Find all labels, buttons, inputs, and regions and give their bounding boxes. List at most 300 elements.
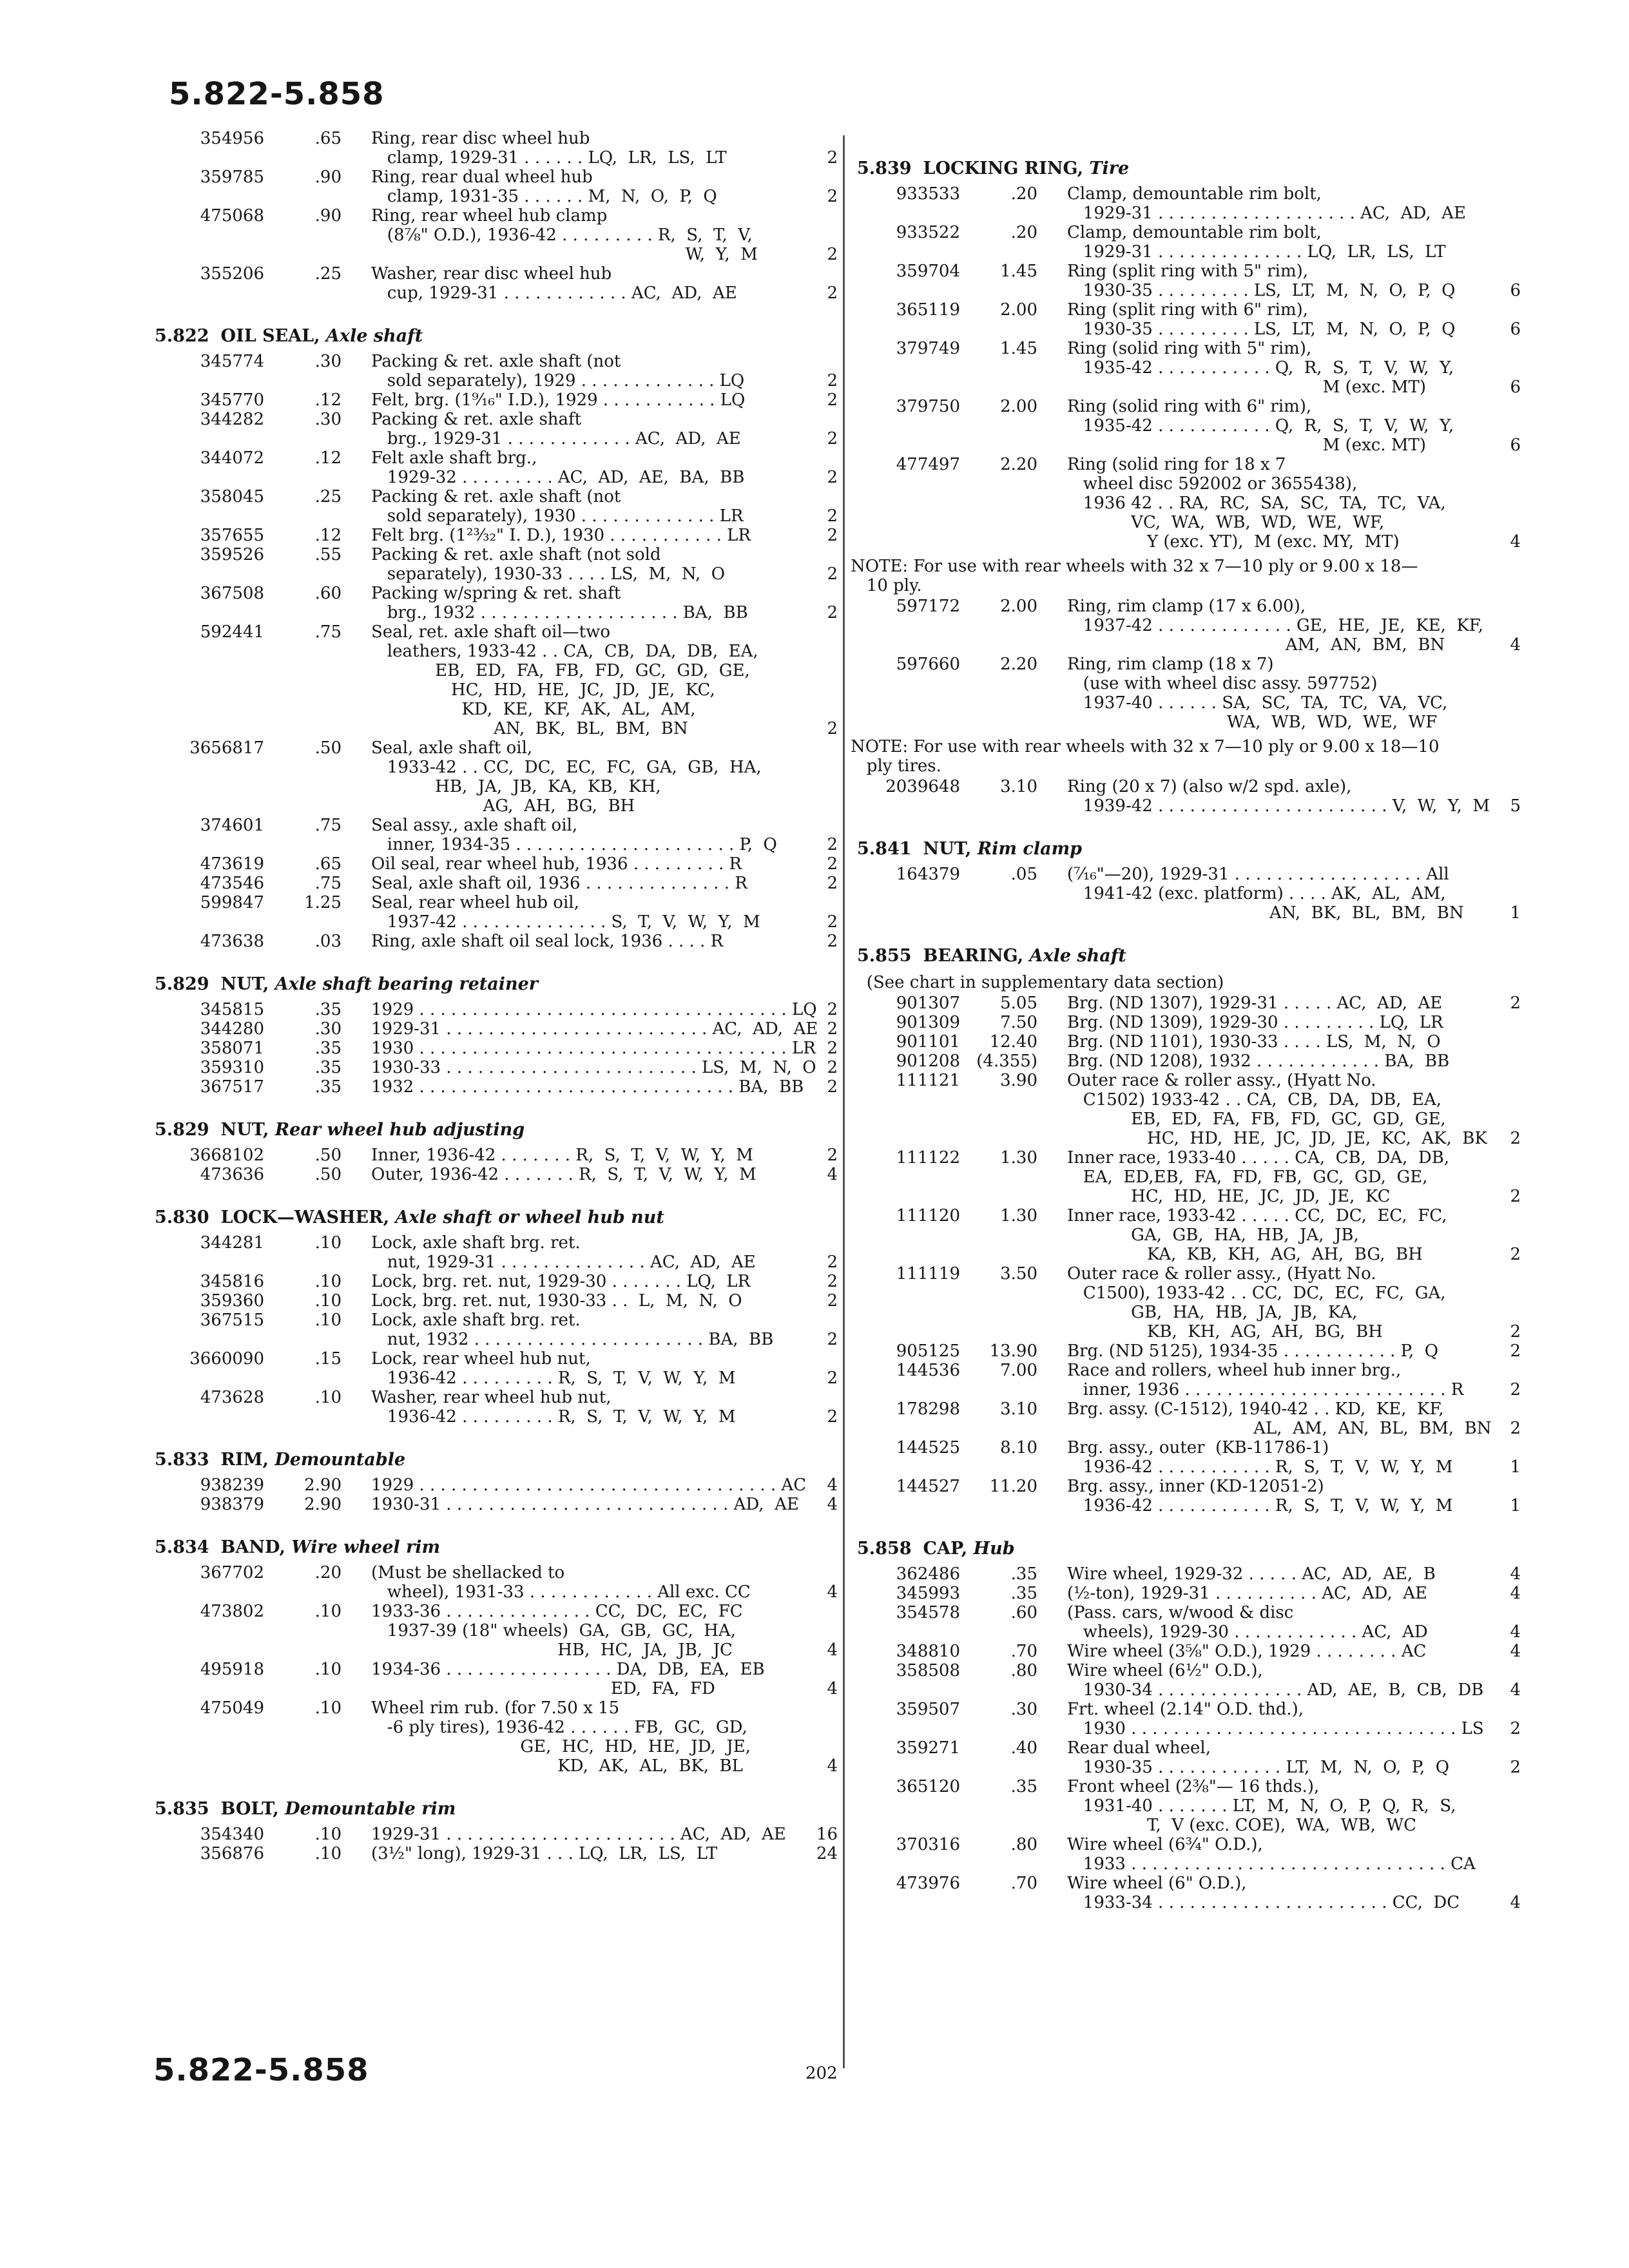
price: 2.20 [1000, 455, 1037, 474]
price: .10 [314, 1291, 342, 1311]
description: Outer race & roller assy., (Hyatt No. C1502) 1933-42 . . CA, CB, DA, DB, EA, EB, ED, FA, FB, FD, GC, GD, GE, HC, HD, HE, JC, JD, JE, KC, AK, BK [1067, 1071, 1487, 1148]
part-entry [851, 655, 1521, 732]
price: .75 [314, 816, 342, 835]
part-number: 901307 [896, 994, 960, 1013]
price: 1.30 [1000, 1206, 1037, 1225]
price: .10 [314, 1311, 342, 1330]
part-number: 473546 [200, 874, 264, 893]
quantity: 2 [827, 854, 838, 874]
part-number: 357655 [200, 526, 264, 545]
description: Washer, rear disc wheel hub cup, 1929-31 . . . . . . . . . . . . AC, AD, AE [371, 264, 737, 303]
quantity: 5 [1510, 796, 1521, 816]
price: .80 [1010, 1835, 1037, 1854]
part-entry [851, 865, 1521, 923]
part-number: 379749 [896, 339, 960, 358]
quantity: 2 [827, 1253, 838, 1272]
part-number: 597172 [896, 597, 960, 616]
section-subtitle: Demountable [275, 1450, 406, 1470]
quantity: 2 [827, 1291, 838, 1311]
part-entry [155, 1233, 838, 1272]
section-subtitle: Axle shaft bearing retainer [275, 974, 539, 994]
part-number: 111122 [896, 1148, 960, 1168]
part-number: 345816 [200, 1272, 264, 1291]
description: Wire wheel (6" O.D.), 1933-34 . . . . . . . . . . . . . . . . . . . . . . CC, DC [1067, 1874, 1460, 1912]
section-heading [857, 157, 1521, 180]
price: (4.355) [976, 1052, 1037, 1071]
description: (⁷⁄₁₆"—20), 1929-31 . . . . . . . . . . . . . . . . . . All 1941-42 (exc. platform) . . . . AK, AL, AM, AN, BK, BL, BM, BN [1067, 865, 1464, 923]
column-divider [843, 135, 845, 2068]
part-number: 901309 [896, 1013, 960, 1032]
part-entry [155, 1602, 838, 1660]
part-number: 367517 [200, 1077, 264, 1097]
part-number: 355206 [200, 264, 264, 284]
section-subtitle: Axle shaft or wheel hub nut [395, 1207, 664, 1227]
description: 1930-31 . . . . . . . . . . . . . . . . . . . . . . . . . . . AD, AE [371, 1495, 799, 1514]
part-number: 144527 [896, 1477, 960, 1496]
section-title: LOCKING RING, [923, 159, 1084, 178]
section-code: 5.855 [857, 946, 912, 966]
part-entry [851, 777, 1521, 816]
section-heading [857, 1537, 1521, 1561]
price: .30 [314, 410, 342, 429]
part-entry [155, 1825, 838, 1844]
price: .10 [314, 1602, 342, 1621]
part-number: 938239 [200, 1475, 264, 1495]
description: Ring, rim clamp (17 x 6.00), 1937-42 . . . . . . . . . . . . . GE, HE, JE, KE, KF, AM, AN, BM, BN [1067, 597, 1484, 655]
price: 2.20 [1000, 655, 1037, 674]
quantity: 2 [1510, 1758, 1521, 1777]
part-entry [851, 339, 1521, 397]
section-code: 5.835 [155, 1799, 209, 1819]
right-column [851, 135, 1521, 1912]
part-number: 359704 [896, 262, 960, 281]
price: 13.90 [989, 1341, 1037, 1361]
part-number: 3656817 [189, 738, 264, 758]
description: Wire wheel, 1929-32 . . . . . AC, AD, AE, B [1067, 1564, 1436, 1584]
section-title: RIM, [220, 1450, 269, 1470]
price: 2.90 [304, 1495, 342, 1514]
description: (Pass. cars, w/wood & disc wheels), 1929-30 . . . . . . . . . . . . AC, AD [1067, 1603, 1428, 1642]
quantity: 2 [1510, 1419, 1521, 1438]
part-entry [155, 1165, 838, 1184]
part-number: 111120 [896, 1206, 960, 1225]
part-number: 933533 [896, 184, 960, 204]
part-number: 477497 [896, 455, 960, 474]
description: Lock, axle shaft brg. ret. nut, 1932 . . . . . . . . . . . . . . . . . . . . . . BA, BB [371, 1311, 774, 1349]
description: Brg. assy., inner (KD-12051-2) 1936-42 . . . . . . . . . . . R, S, T, V, W, Y, M [1067, 1477, 1453, 1515]
part-entry [155, 816, 838, 854]
section-code: 5.841 [857, 839, 912, 859]
description: Brg. (ND 5125), 1934-35 . . . . . . . . . . . P, Q [1067, 1341, 1439, 1361]
price: 7.00 [1000, 1361, 1037, 1380]
description: Washer, rear wheel hub nut, 1936-42 . . . . . . . . . R, S, T, V, W, Y, M [371, 1388, 736, 1427]
section-subtitle: Axle shaft [325, 326, 423, 346]
price: .10 [314, 1388, 342, 1407]
part-entry [851, 184, 1521, 223]
quantity: 4 [1510, 1893, 1521, 1912]
description: Felt axle shaft brg., 1929-32 . . . . . . . . . AC, AD, AE, BA, BB [371, 448, 745, 487]
price: .03 [314, 932, 342, 951]
price: .10 [314, 1698, 342, 1718]
part-entry [155, 1388, 838, 1427]
description: Brg. (ND 1101), 1930-33 . . . . LS, M, N, O [1067, 1032, 1441, 1052]
part-entry [155, 129, 838, 168]
part-entry [155, 1272, 838, 1291]
description: Felt, brg. (1⁹⁄₁₆" I.D.), 1929 . . . . . . . . . . . LQ [371, 390, 746, 410]
part-number: 348810 [896, 1642, 960, 1661]
price: 2.90 [304, 1475, 342, 1495]
description: Outer race & roller assy., (Hyatt No. C1500), 1933-42 . . CC, DC, EC, FC, GA, GB, HA, HB, JA, JB, KA, KB, KH, AG, AH, BG, BH [1067, 1264, 1446, 1341]
part-number: 367702 [200, 1563, 264, 1582]
quantity: 2 [827, 932, 838, 951]
part-number: 905125 [896, 1341, 960, 1361]
description: Felt brg. (1²³⁄₃₂" I. D.), 1930 . . . . . . . . . . . LR [371, 526, 751, 545]
page-header-bottom: 5.822-5.858 [153, 2052, 369, 2088]
quantity: 4 [827, 1640, 838, 1660]
price: .10 [314, 1844, 342, 1863]
page-header-top: 5.822-5.858 [169, 76, 385, 112]
part-number: 473636 [200, 1165, 264, 1184]
part-entry [155, 390, 838, 410]
part-number: 345770 [200, 390, 264, 410]
section-code: 5.829 [155, 974, 209, 994]
part-number: 374601 [200, 816, 264, 835]
part-entry [155, 1349, 838, 1388]
part-number: 111119 [896, 1264, 960, 1283]
section-heading [857, 838, 1521, 861]
price: .10 [314, 1660, 342, 1679]
part-entry [155, 932, 838, 951]
part-entry [851, 1477, 1521, 1515]
description: Brg. (ND 1309), 1929-30 . . . . . . . . . LQ, LR [1067, 1013, 1443, 1032]
price: .35 [314, 1000, 342, 1019]
description: 1932 . . . . . . . . . . . . . . . . . . . . . . . . . . . . . . BA, BB [371, 1077, 804, 1097]
part-number: 365120 [896, 1777, 960, 1796]
quantity: 2 [827, 371, 838, 390]
section-heading [155, 325, 838, 348]
part-entry [155, 545, 838, 584]
part-entry [851, 994, 1521, 1013]
description: Frt. wheel (2.14" O.D. thd.), 1930 . . . . . . . . . . . . . . . . . . . . . . . . . . . . . . . LS [1067, 1700, 1484, 1738]
price: 1.30 [1000, 1148, 1037, 1168]
quantity: 2 [1510, 1245, 1521, 1264]
description: Ring (solid ring with 6" rim), 1935-42 . . . . . . . . . . . Q, R, S, T, V, W, Y, M (exc. MT) [1067, 397, 1454, 455]
part-entry [155, 1844, 838, 1863]
quantity: 2 [1510, 1380, 1521, 1399]
part-number: 359271 [896, 1738, 960, 1758]
description: Ring (split ring with 5" rim), 1930-35 . . . . . . . . . LS, LT, M, N, O, P, Q [1067, 262, 1456, 300]
description: (½-ton), 1929-31 . . . . . . . . . . AC, AD, AE [1067, 1584, 1428, 1603]
section-title: NUT, [220, 974, 269, 994]
section-title: LOCK—WASHER, [220, 1207, 389, 1227]
price: 3.90 [1000, 1071, 1037, 1090]
quantity: 4 [1510, 1564, 1521, 1584]
description: Ring (split ring with 6" rim), 1930-35 . . . . . . . . . LS, LT, M, N, O, P, Q [1067, 300, 1456, 339]
description: Brg. assy. (C-1512), 1940-42 . . KD, KE, KF, AL, AM, AN, BL, BM, BN [1067, 1399, 1492, 1438]
part-number: 178298 [896, 1399, 960, 1419]
section-heading [857, 945, 1521, 968]
part-number: 356876 [200, 1844, 264, 1863]
section-subtitle: Tire [1089, 159, 1130, 178]
price: 1.45 [1000, 339, 1037, 358]
part-number: 365119 [896, 300, 960, 320]
price: .75 [314, 874, 342, 893]
part-number: 354578 [896, 1603, 960, 1622]
part-entry [851, 1835, 1521, 1874]
part-entry [155, 1019, 838, 1039]
description: Ring (20 x 7) (also w/2 spd. axle), 1939-42 . . . . . . . . . . . . . . . . . . . . . . V, W, Y, M [1067, 777, 1490, 816]
quantity: 4 [1510, 532, 1521, 552]
left-column [155, 129, 838, 1863]
quantity: 4 [827, 1756, 838, 1776]
quantity: 2 [827, 1019, 838, 1039]
section-title: NUT, [923, 839, 972, 859]
quantity: 2 [1510, 1187, 1521, 1206]
description: Wheel rim rub. (for 7.50 x 15 -6 ply tires), 1936-42 . . . . . . FB, GC, GD, GE, HC, HD, HE, JD, JE, KD, AK, AL, BK, BL [371, 1698, 751, 1776]
quantity: 2 [1510, 1719, 1521, 1738]
price: .12 [314, 526, 342, 545]
price: 2.00 [1000, 300, 1037, 320]
quantity: 2 [827, 1039, 838, 1058]
price: .20 [1010, 223, 1037, 242]
note-text: NOTE: For use with rear wheels with 32 x 7—10 ply or 9.00 x 18—10 ply tires. [851, 737, 1440, 776]
section-subtitle: Hub [973, 1539, 1015, 1559]
description: Packing & ret. axle shaft (not sold separately), 1930 . . . . . . . . . . . . . LR [371, 487, 744, 526]
quantity: 6 [1510, 378, 1521, 397]
price: .90 [314, 168, 342, 187]
part-entry [851, 1438, 1521, 1477]
quantity: 1 [1510, 1457, 1521, 1477]
part-number: 3668102 [189, 1146, 264, 1165]
section-heading [155, 1206, 838, 1229]
description: Brg. (ND 1208), 1932 . . . . . . . . . . . . BA, BB [1067, 1052, 1450, 1071]
quantity: 2 [827, 526, 838, 545]
section-subtitle: Rim clamp [977, 839, 1083, 859]
part-entry [155, 1311, 838, 1349]
price: .35 [314, 1058, 342, 1077]
price: .35 [314, 1039, 342, 1058]
description: Seal, axle shaft oil, 1933-42 . . CC, DC, EC, FC, GA, GB, HA, HB, JA, JB, KA, KB, KH, AG, AH, BG, BH [371, 738, 762, 816]
price: .80 [1010, 1661, 1037, 1680]
part-number: 495918 [200, 1660, 264, 1679]
quantity: 1 [1510, 1496, 1521, 1515]
part-number: 592441 [200, 622, 264, 642]
part-number: 367515 [200, 1311, 264, 1330]
part-number: 938379 [200, 1495, 264, 1514]
part-entry [155, 854, 838, 874]
price: 1.45 [1000, 262, 1037, 281]
part-number: 344072 [200, 448, 264, 468]
part-entry [851, 397, 1521, 455]
price: .65 [314, 854, 342, 874]
section-subtitle: Axle shaft [1029, 946, 1126, 966]
part-entry [155, 874, 838, 893]
description: 1934-36 . . . . . . . . . . . . . . . . DA, DB, EA, EB ED, FA, FD [371, 1660, 765, 1698]
price: 7.50 [1000, 1013, 1037, 1032]
part-entry [851, 223, 1521, 262]
part-entry [851, 1013, 1521, 1032]
section-code: 5.834 [155, 1537, 209, 1557]
description: Race and rollers, wheel hub inner brg., inner, 1936 . . . . . . . . . . . . . . . . . . . . . . . . . R [1067, 1361, 1464, 1399]
quantity: 1 [1510, 903, 1521, 923]
quantity: 4 [1510, 1642, 1521, 1661]
part-entry [155, 352, 838, 390]
quantity: 2 [827, 1000, 838, 1019]
part-number: 362486 [896, 1564, 960, 1584]
part-entry [155, 526, 838, 545]
part-entry [851, 1032, 1521, 1052]
description: 1929 . . . . . . . . . . . . . . . . . . . . . . . . . . . . . . . . . . AC [371, 1475, 807, 1495]
part-entry [155, 448, 838, 487]
part-entry [155, 487, 838, 526]
part-entry [851, 1148, 1521, 1206]
quantity: 2 [827, 564, 838, 584]
section-code: 5.833 [155, 1450, 209, 1470]
quantity: 4 [827, 1475, 838, 1495]
quantity: 4 [1510, 635, 1521, 655]
part-entry [155, 206, 838, 264]
price: .30 [314, 352, 342, 371]
part-number: 367508 [200, 584, 264, 603]
quantity: 4 [1510, 1680, 1521, 1700]
part-entry [851, 1584, 1521, 1603]
description: Wire wheel (6½" O.D.), 1930-34 . . . . . . . . . . . . . . AD, AE, B, CB, DB [1067, 1661, 1484, 1700]
price: .10 [314, 1272, 342, 1291]
part-entry [851, 262, 1521, 300]
quantity: 2 [827, 506, 838, 526]
part-entry [851, 300, 1521, 339]
section-code: 5.839 [857, 159, 912, 178]
price: .30 [314, 1019, 342, 1039]
quantity: 4 [827, 1495, 838, 1514]
description: (Must be shellacked to wheel), 1931-33 . . . . . . . . . . . . All exc. CC [371, 1563, 751, 1602]
part-entry [155, 264, 838, 303]
description: Ring, rim clamp (18 x 7) (use with wheel disc assy. 597752) 1937-40 . . . . . . SA, SC, TA, TC, VA, VC, WA, WB, WD, WE, WF [1067, 655, 1448, 732]
quantity: 2 [1510, 1341, 1521, 1361]
price: .30 [1010, 1700, 1037, 1719]
price: 8.10 [1000, 1438, 1037, 1457]
part-number: 164379 [896, 865, 960, 884]
description: Brg. assy., outer (KB-11786-1) 1936-42 . . . . . . . . . . . R, S, T, V, W, Y, M [1067, 1438, 1453, 1477]
description: 1930 . . . . . . . . . . . . . . . . . . . . . . . . . . . . . . . . . . . LR [371, 1039, 816, 1058]
part-entry [155, 622, 838, 738]
part-entry [851, 1564, 1521, 1584]
price: .10 [314, 1825, 342, 1844]
description: Packing & ret. axle shaft (not sold separately), 1930-33 . . . . LS, M, N, O [371, 545, 726, 584]
quantity: 4 [827, 1679, 838, 1698]
part-entry [851, 597, 1521, 655]
section-heading [155, 1448, 838, 1472]
section-subtitle: Wire wheel rim [291, 1537, 441, 1557]
description: Packing & ret. axle shaft brg., 1929-31 . . . . . . . . . . . . AC, AD, AE [371, 410, 741, 448]
section-title: BAND, [220, 1537, 285, 1557]
part-number: 358045 [200, 487, 264, 506]
part-entry [851, 1642, 1521, 1661]
quantity: 2 [1510, 1322, 1521, 1341]
quantity: 24 [816, 1844, 838, 1863]
part-entry [155, 1698, 838, 1776]
quantity: 2 [827, 603, 838, 622]
quantity: 2 [827, 1077, 838, 1097]
price: 2.00 [1000, 397, 1037, 416]
quantity: 4 [1510, 1584, 1521, 1603]
part-number: 345815 [200, 1000, 264, 1019]
price: .35 [1010, 1564, 1037, 1584]
quantity: 6 [1510, 320, 1521, 339]
description: Lock, brg. ret. nut, 1929-30 . . . . . . . LQ, LR [371, 1272, 751, 1291]
part-entry [851, 1071, 1521, 1148]
price: 5.05 [1000, 994, 1037, 1013]
description: Inner race, 1933-42 . . . . . CC, DC, EC, FC, GA, GB, HA, HB, JA, JB, KA, KB, KH, AG, AH, BG, BH [1067, 1206, 1447, 1264]
description: 1930-33 . . . . . . . . . . . . . . . . . . . . . . . . LS, M, N, O [371, 1058, 816, 1077]
part-number: 144536 [896, 1361, 960, 1380]
price: .12 [314, 390, 342, 410]
price: .60 [1010, 1603, 1037, 1622]
part-entry [851, 1361, 1521, 1399]
description: Packing & ret. axle shaft (not sold separately), 1929 . . . . . . . . . . . . . LQ [371, 352, 745, 390]
quantity: 2 [827, 835, 838, 854]
part-number: 359785 [200, 168, 264, 187]
section-heading [155, 1119, 838, 1142]
part-number: 344282 [200, 410, 264, 429]
section-title: BEARING, [923, 946, 1024, 966]
quantity: 2 [1510, 1129, 1521, 1148]
part-entry [851, 1206, 1521, 1264]
description: Front wheel (2⅜"— 16 thds.), 1931-40 . . . . . . . LT, M, N, O, P, Q, R, S, T, V (exc. COE), WA, WB, WC [1067, 1777, 1456, 1835]
quantity: 2 [827, 719, 838, 738]
quantity: 2 [827, 912, 838, 932]
part-entry [155, 1563, 838, 1602]
description: Inner race, 1933-40 . . . . . CA, CB, DA, DB, EA, ED,EB, FA, FD, FB, GC, GD, GE, HC, HD, HE, JC, JD, JE, KC [1067, 1148, 1450, 1206]
quantity: 2 [827, 1369, 838, 1388]
price: 11.20 [989, 1477, 1037, 1496]
part-number: 344280 [200, 1019, 264, 1039]
description: Clamp, demountable rim bolt, 1929-31 . . . . . . . . . . . . . . . . . . . AC, AD, AE [1067, 184, 1466, 223]
quantity: 4 [827, 1165, 838, 1184]
part-number: 354340 [200, 1825, 264, 1844]
part-number: 473628 [200, 1388, 264, 1407]
part-number: 597660 [896, 655, 960, 674]
quantity: 6 [1510, 436, 1521, 455]
part-number: 473638 [200, 932, 264, 951]
section-code: 5.822 [155, 326, 209, 346]
description: (3½" long), 1929-31 . . . LQ, LR, LS, LT [371, 1844, 718, 1863]
part-number: 901208 [896, 1052, 960, 1071]
price: .35 [1010, 1584, 1037, 1603]
section-title: NUT, [220, 1120, 269, 1140]
quantity: 2 [827, 468, 838, 487]
price: 3.50 [1000, 1264, 1037, 1283]
price: .25 [314, 487, 342, 506]
section-title: CAP, [923, 1539, 968, 1559]
price: .35 [314, 1077, 342, 1097]
part-entry [155, 410, 838, 448]
part-number: 379750 [896, 397, 960, 416]
price: .15 [314, 1349, 342, 1369]
description: Ring, axle shaft oil seal lock, 1936 . . . . R [371, 932, 724, 951]
price: .05 [1010, 865, 1037, 884]
part-number: 370316 [896, 1835, 960, 1854]
price: .60 [314, 584, 342, 603]
section-code: 5.858 [857, 1539, 912, 1559]
description: Clamp, demountable rim bolt, 1929-31 . . . . . . . . . . . . . . LQ, LR, LS, LT [1067, 223, 1446, 262]
part-entry [851, 1264, 1521, 1341]
quantity: 4 [1510, 1622, 1521, 1642]
quantity: 2 [827, 874, 838, 893]
description: Packing w/spring & ret. shaft brg., 1932 . . . . . . . . . . . . . . . . . . . BA, BB [371, 584, 748, 622]
section-subtitle: Demountable rim [285, 1799, 456, 1819]
part-number: 359310 [200, 1058, 264, 1077]
